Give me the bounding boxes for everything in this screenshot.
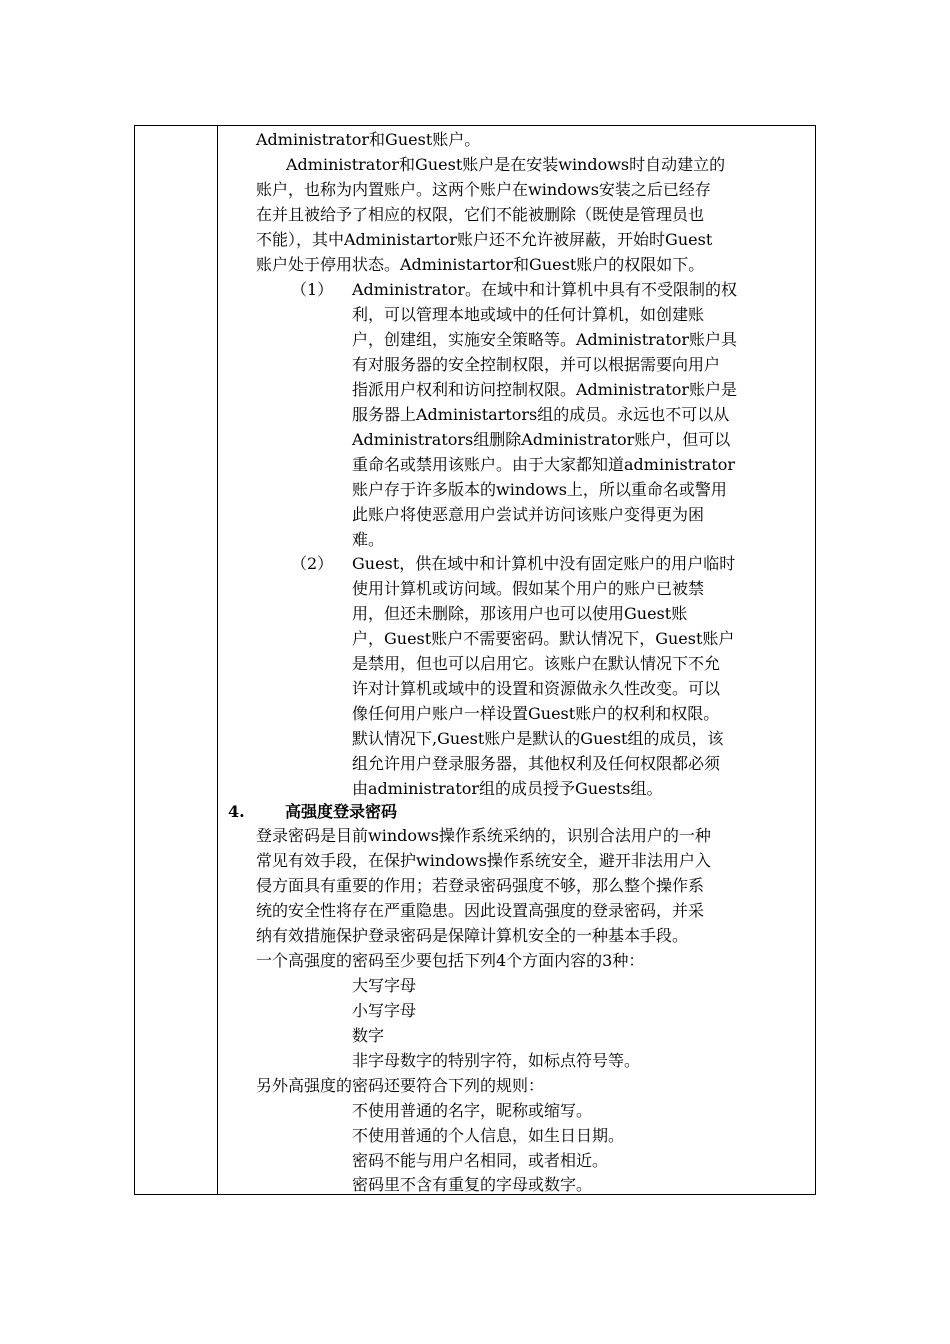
text-line: 重命名或禁用该账户。由于大家都知道administrator — [352, 455, 736, 474]
text-line: Guest，供在域中和计算机中没有固定账户的用户临时 — [352, 554, 736, 573]
text-line: 在并且被给予了相应的权限，它们不能被删除（既使是管理员也 — [256, 205, 705, 224]
text-line: 常见有效手段，在保护windows操作系统安全，避开非法用户入 — [256, 851, 711, 870]
text-line: Administrator。在域中和计算机中具有不受限制的权 — [352, 280, 738, 299]
list-marker: （2） — [291, 554, 334, 573]
text-line: 用，但还未删除，那该用户也可以使用Guest账 — [352, 604, 688, 623]
text-line: 使用计算机或访问域。假如某个用户的账户已被禁 — [352, 579, 705, 598]
text-line: 是禁用，但也可以启用它。该账户在默认情况下不允 — [352, 654, 721, 673]
text-line: 账户存于许多版本的windows上，所以重命名或警用 — [352, 480, 727, 499]
text-line: 账户处于停用状态。Administartor和Guest账户的权限如下。 — [256, 255, 705, 274]
list-item: 密码不能与用户名相同，或者相近。 — [352, 1151, 609, 1170]
text-line: 此账户将使恶意用户尝试并访问该账户变得更为困 — [352, 505, 705, 524]
text-line: 统的安全性将存在严重隐患。因此设置高强度的登录密码，并采 — [256, 901, 705, 920]
text-line: 指派用户权利和访问控制权限。Administrator账户是 — [352, 380, 738, 399]
text-line: Administrator和Guest账户。 — [256, 130, 481, 149]
text-line: Administrators组删除Administrator账户，但可以 — [352, 430, 731, 449]
text-line: 有对服务器的安全控制权限，并可以根据需要向用户 — [352, 355, 721, 374]
text-line: 服务器上Administartors组的成员。永远也不可以从 — [352, 405, 730, 424]
column-divider — [217, 126, 218, 1194]
text-line: 一个高强度的密码至少要包括下列4个方面内容的3种： — [256, 951, 645, 970]
list-item: 数字 — [352, 1026, 385, 1045]
list-item: 大写字母 — [352, 976, 417, 995]
text-line: 由administrator组的成员授予Guests组。 — [352, 779, 663, 798]
text-line: 组允许用户登录服务器，其他权利及任何权限都必须 — [352, 754, 721, 773]
list-item: 不使用普通的名字，昵称或缩写。 — [352, 1101, 593, 1120]
text-line: 许对计算机或域中的设置和资源做永久性改变。可以 — [352, 679, 721, 698]
text-line: 难。 — [352, 530, 385, 549]
text-line: Administrator和Guest账户是在安装windows时自动建立的 — [286, 155, 726, 174]
list-item: 不使用普通的个人信息，如生日日期。 — [352, 1126, 625, 1145]
list-marker: （1） — [291, 280, 334, 299]
text-line: 登录密码是目前windows操作系统采纳的，识别合法用户的一种 — [256, 826, 711, 845]
text-line: 纳有效措施保护登录密码是保障计算机安全的一种基本手段。 — [256, 926, 689, 945]
text-line: 户，Guest账户不需要密码。默认情况下，Guest账户 — [352, 629, 735, 648]
text-line: 不能），其中Administartor账户还不允许被屏蔽，开始时Guest — [256, 230, 713, 249]
text-line: 另外高强度的密码还要符合下列的规则： — [256, 1076, 545, 1095]
text-line: 利，可以管理本地或域中的任何计算机，如创建账 — [352, 305, 705, 324]
text-line: 像任何用户账户一样设置Guest账户的权利和权限。 — [352, 704, 720, 723]
list-item: 密码里不含有重复的字母或数字。 — [352, 1175, 593, 1194]
text-line: 户，创建组，实施安全策略等。Administrator账户具 — [352, 330, 738, 349]
text-line: 默认情况下,Guest账户是默认的Guest组的成员，该 — [352, 729, 724, 748]
document-table — [134, 125, 816, 1195]
text-line: 侵方面具有重要的作用；若登录密码强度不够，那么整个操作系 — [256, 876, 705, 895]
text-line: 账户，也称为内置账户。这两个账户在windows安装之后已经存 — [256, 180, 711, 199]
content-cell — [219, 126, 815, 1194]
list-item: 小写字母 — [352, 1001, 417, 1020]
section-number: 4. — [228, 802, 245, 821]
list-item: 非字母数字的特别字符，如标点符号等。 — [352, 1051, 641, 1070]
section-heading: 高强度登录密码 — [285, 802, 398, 821]
